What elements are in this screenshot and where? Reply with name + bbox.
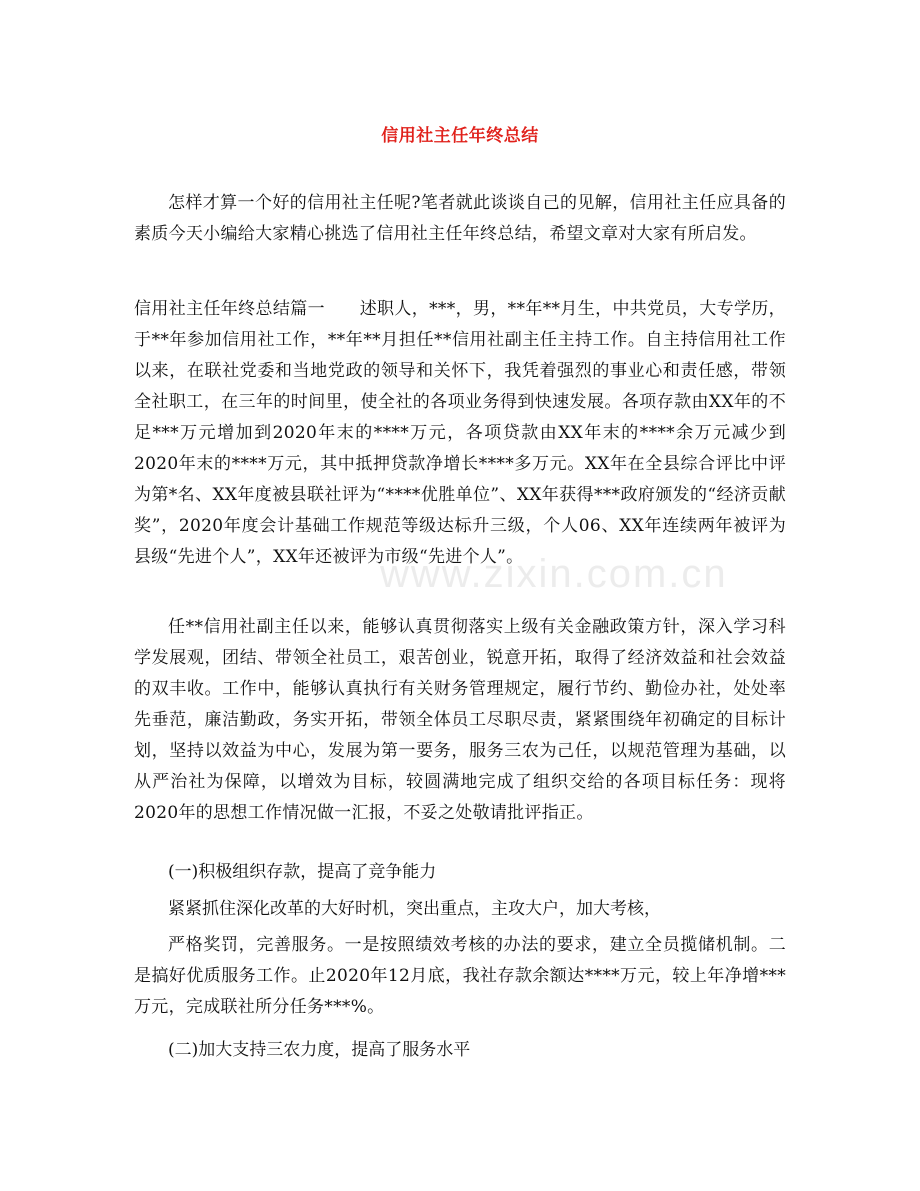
- intro-paragraph: 怎样才算一个好的信用社主任呢?笔者就此谈谈自己的见解，信用社主任应具备的素质今天小编给大家精心挑选了信用社主任年终总结，希望文章对大家有所启发。: [134, 193, 786, 244]
- section-heading-2: (二)加大支持三农力度，提高了服务水平: [168, 1040, 471, 1060]
- paragraph-1: 信用社主任年终总结篇一 述职人，***，男，**年**月生，中共党员，大专学历，于**年参加信用社工作，**年**月担任**信用社副主任主持工作。自主持信用社工作以来，在联社党委和当地党政的领导和关怀下，我凭着强烈的事业心和责任感，带领全社职工，在三年的时间里，使全社的各项业务得到快速发展。各项存款由XX年的不足***万元增加到2020年末的****万元，各项贷款由XX年末的****余万元减少到2020年末的****万元，其中抵押贷款净增长****多万元。XX年在全县综合评比中评为第*名、XX年度被县联社评为“****优胜单位”、XX年获得***政府颁发的“经济贡献奖”，2020年度会计基础工作规范等级达标升三级，个人06、XX年连续两年被评为县级“先进个人”，XX年还被评为市级“先进个人”。: [134, 299, 786, 567]
- paragraph-2: 任**信用社副主任以来，能够认真贯彻落实上级有关金融政策方针，深入学习科学发展观，团结、带领全社员工，艰苦创业，锐意开拓，取得了经济效益和社会效益的双丰收。工作中，能够认真执行有关财务管理规定，履行节约、勤俭办社，处处率先垂范，廉洁勤政，务实开拓，带领全体员工尽职尽责，紧紧围绕年初确定的目标计划，坚持以效益为中心，发展为第一要务，服务三农为己任，以规范管理为基础，以从严治社为保障，以增效为目标，较圆满地完成了组织交给的各项目标任务：现将2020年的思想工作情况做一汇报，不妥之处敬请批评指正。: [134, 617, 786, 823]
- watermark: www.zixin.com.cn: [380, 552, 728, 596]
- section-heading-1: (一)积极组织存款，提高了竞争能力: [168, 862, 437, 882]
- section-1-line: 紧紧抓住深化改革的大好时机，突出重点，主攻大户，加大考核，: [168, 899, 661, 919]
- paragraph-3: 严格奖罚，完善服务。一是按照绩效考核的办法的要求，建立全员揽储机制。二是搞好优质服务工作。止2020年12月底，我社存款余额达****万元，较上年净增***万元，完成联社所分任务***%。: [134, 935, 786, 1017]
- document-title: 信用社主任年终总结: [381, 126, 539, 146]
